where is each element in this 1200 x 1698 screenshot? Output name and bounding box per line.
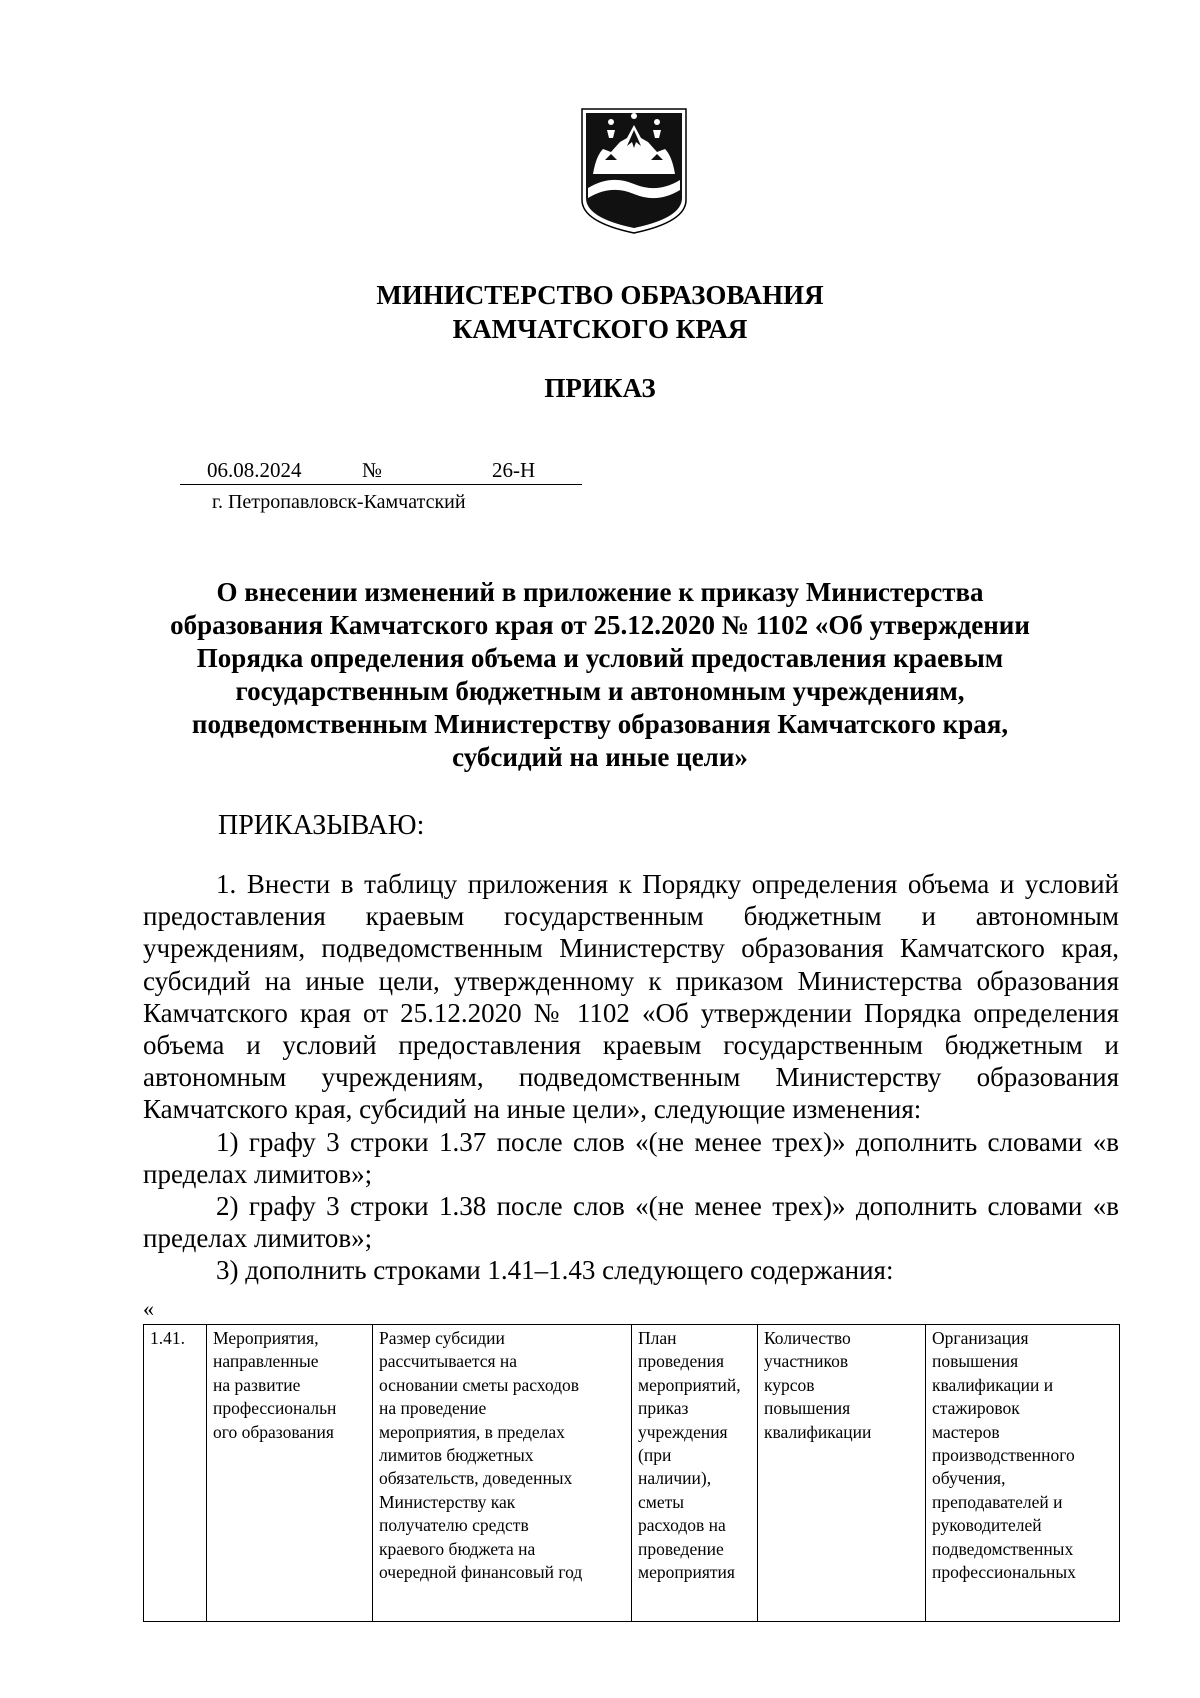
table-cell-name: Мероприятия, направленные на развитие профессиональн ого образования [207, 1325, 373, 1622]
number-sign: № [362, 458, 383, 482]
ministry-name [0, 278, 1200, 346]
table-row [144, 1325, 1120, 1622]
document-type: ПРИКАЗ [544, 373, 656, 403]
paragraph-1: 1. Внести в таблицу приложения к Порядку определения объема и условий предоставления краевым государственным бюджетным и автономным учреждениям, подведомственным Министерству образования Камчатского края, субсидий на иные цели, утвержденному к приказом Министерства образования Камчатского края от 25.12.2020 № 1102 «Об утверждении Порядка определения объема и условий предоставления краевым государственным бюджетным и автономным учреждениям, подведомственным Министерству образования Камчатского края, субсидий на иные цели», следующие изменения: [143, 869, 1119, 1125]
table-cell-number: 1.41. [144, 1325, 207, 1622]
paragraph-4: 3) дополнить строками 1.41–1.43 следующего содержания: [216, 1255, 894, 1286]
ministry-line-1: МИНИСТЕРСТВО ОБРАЗОВАНИЯ [376, 280, 824, 310]
amendment-table [143, 1324, 1120, 1622]
ministry-line-2: КАМЧАТСКОГО КРАЯ [452, 314, 748, 344]
order-body [143, 868, 1119, 1287]
opening-quote: « [143, 1296, 154, 1321]
order-date-number-line [180, 458, 582, 485]
order-date: 06.08.2024 [207, 458, 302, 482]
order-number: 26-Н [492, 458, 536, 482]
order-city: г. Петропавловск-Камчатский [212, 491, 466, 513]
table-cell-subsidy-size: Размер субсидии рассчитывается на основании сметы расходов на проведение мероприятия, в пределах лимитов бюджетных обязательств, доведенных Министерству как получателю средств краевого бюджета на очередной финансовый год [373, 1325, 632, 1622]
order-subject: О внесении изменений в приложение к приказу Министерства образования Камчатского края от 25.12.2020 № 1102 «Об утверждении Порядка определения объема и условий предоставления краевым государственным бюджетным и автономным учреждениям, подведомственным Министерству образования Камчатского края, субсидий на иные цели» [170, 577, 1030, 772]
command-word: ПРИКАЗЫВАЮ: [218, 810, 425, 841]
paragraph-2: 1) графу 3 строки 1.37 после слов «(не менее трех)» дополнить словами «в пределах лимитов»; [143, 1126, 1119, 1189]
paragraph-3: 2) графу 3 строки 1.38 после слов «(не менее трех)» дополнить словами «в пределах лимитов»; [143, 1191, 1119, 1254]
table-cell-goal: Организация повышения квалификации и стажировок мастеров производственного обучения, преподавателей и руководителей подведомственных профессиональных [926, 1325, 1120, 1622]
kamchatka-coat-of-arms-icon [581, 108, 687, 234]
table-cell-documents: План проведения мероприятий, приказ учреждения (при наличии), сметы расходов на проведение мероприятия [632, 1325, 758, 1622]
table-cell-result: Количество участников курсов повышения квалификации [758, 1325, 926, 1622]
